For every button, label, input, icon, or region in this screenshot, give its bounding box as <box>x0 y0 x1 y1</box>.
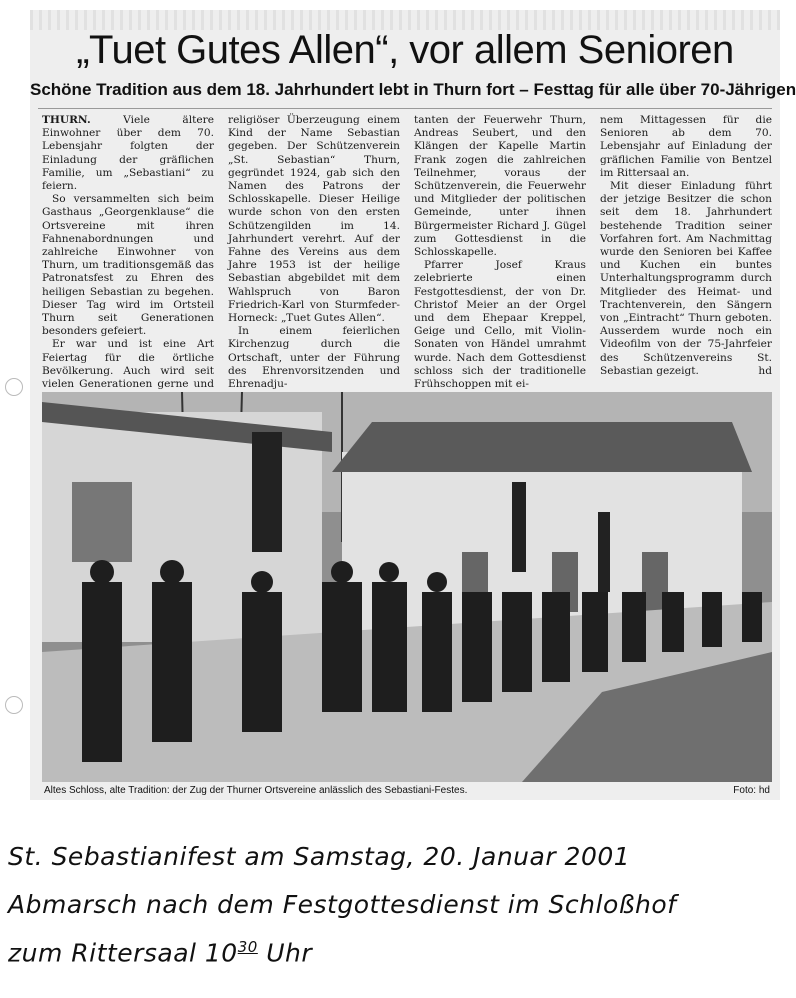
bleed-through-text <box>30 10 780 30</box>
newspaper-clipping <box>30 10 796 800</box>
handwritten-line-3 <box>8 938 778 967</box>
paragraph: In einem feierlichen Kirchenzug durch die Ortschaft, unter der Führung des Ehrenvorsitzenden und Ehrenadju- <box>228 325 400 391</box>
photo-credit: Foto: hd <box>733 785 770 796</box>
article-column-4 <box>600 114 772 390</box>
paragraph <box>600 180 772 378</box>
article-body <box>42 114 772 390</box>
article-column-3 <box>414 114 586 390</box>
procession-photo <box>42 392 772 782</box>
handwritten-text: Uhr <box>257 938 313 968</box>
author-signature: hd <box>758 364 772 377</box>
paragraph-text: Mit dieser Einladung führt der jetzige Besitzer die schon seit dem 18. Jahrhundert bestehende Tradition seiner Vorfahren fort. Am Nachmittag wurde den Senioren bei Kaffee und Kuchen ein buntes Unterhaltungsprogramm durch Mitglieder des Heimat- und Trachtenverein, den Sängern von „Eintracht“ Thurn geboten. Ausserdem wurde noch ein Videofilm von der 75-Jahrfeier des Schützenvereins St. Sebastian gezeigt. <box>600 180 772 377</box>
handwritten-text: zum Rittersaal 10 <box>8 938 238 968</box>
paragraph: Er war und ist eine Art Feiertag für die örtliche Bevölkerung. Auch wird seit vielen Generationen gerne und <box>42 338 214 391</box>
handwritten-minutes: 30 <box>237 938 258 956</box>
caption-text: Altes Schloss, alte Tradition: der Zug der Thurner Ortsvereine anlässlich des Sebastiani-Festes. <box>44 785 468 796</box>
paragraph: nem Mittagessen für die Senioren ab dem 70. Lebensjahr auf Einladung der gräflichen Familie von Bentzel im Rittersaal an. <box>600 114 772 179</box>
paragraph: tanten der Feuerwehr Thurn, Andreas Seubert, und den Klängen der Kapelle Martin Frank zogen die zahlreichen Teilnehmer, voraus der Schützenverein, die Feuerwehr und Mitglieder der politischen Gemeinde, unter ihnen Bürgermeister Richard J. Gügel zum Gottesdienst in die Schlosskapelle. <box>414 114 586 259</box>
punch-hole <box>5 696 23 714</box>
paragraph: Pfarrer Josef Kraus zelebrierte einen Festgottesdienst, der von Dr. Christof Meier an der Orgel und dem Ehepaar Kreppel, Geige und Cello, mit Violin-Sonaten von Händel umrahmt wurde. Nach dem Gottesdienst schloss sich der traditionelle Frühschoppen mit ei- <box>414 259 586 391</box>
paragraph: So versammelten sich beim Gasthaus „Georgenklause“ die Ortsvereine mit ihren Fahnenabordnungen und zahlreiche Einwohner von Thurn, um traditionsgemäß das Patronatsfest zu Ehren des heiligen Sebastian zu begehen. Dieser Tag wird im Ortsteil Thurn seit Generationen besonders gefeiert. <box>42 193 214 338</box>
article-headline: „Tuet Gutes Allen“, vor allem Senioren <box>76 28 734 72</box>
article-subheadline: Schöne Tradition aus dem 18. Jahrhundert lebt in Thurn fort – Festtag für alle über 70-Jährigen <box>30 80 796 99</box>
dateline: THURN. <box>42 114 91 126</box>
punch-hole <box>5 378 23 396</box>
photo-caption <box>44 785 770 796</box>
handwritten-line-2: Abmarsch nach dem Festgottesdienst im Schloßhof <box>8 890 677 919</box>
paragraph <box>42 114 214 193</box>
article-column-1 <box>42 114 214 390</box>
handwritten-line-1: St. Sebastianifest am Samstag, 20. Januar 2001 <box>8 842 631 871</box>
article-column-2 <box>228 114 400 390</box>
headline-rule <box>38 108 772 109</box>
paragraph-text: Viele ältere Einwohner über dem 70. Lebensjahr folgten der Einladung der gräflichen Familie, um „Sebastiani“ zu feiern. <box>42 114 214 193</box>
paragraph: religiöser Überzeugung einem Kind der Name Sebastian gegeben. Der Schützenverein „St. Sebastian“ Thurn, gegründet 1924, gab sich den Namen des Patrons der Schlosskapelle. Dieser Heilige wurde schon von den ersten Schützengilden im 14. Jahrhundert verehrt. Auf der Fahne des Vereins aus dem Jahre 1953 ist der heilige Sebastian abgebildet mit dem Wahlspruch von Baron Friedrich-Karl von Sturmfeder-Horneck: „Tuet Gutes Allen“. <box>228 114 400 325</box>
